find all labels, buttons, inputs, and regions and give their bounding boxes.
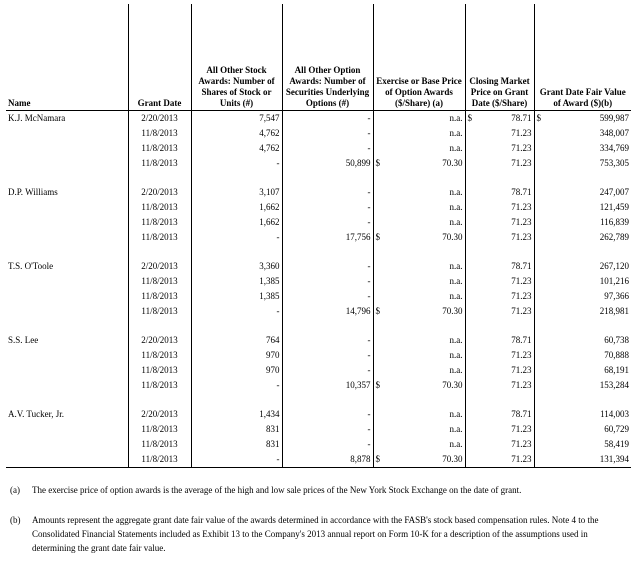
closing-price-cell: 78.71 <box>511 408 532 419</box>
closing-currency-cell <box>465 333 481 348</box>
spacer-cell <box>282 319 373 333</box>
table-row <box>6 363 631 378</box>
closing-currency-cell <box>465 437 481 452</box>
fair-currency-cell <box>534 141 550 156</box>
option-awards-cell: - <box>282 274 373 289</box>
group-spacer-row <box>6 393 631 407</box>
fair-value-cell: 153,284 <box>599 379 629 390</box>
fair-value-cell: 60,729 <box>604 423 629 434</box>
stock-awards-cell: - <box>191 452 282 468</box>
spacer-cell <box>282 171 373 185</box>
spacer-cell <box>465 171 481 185</box>
spacer-cell <box>550 319 631 333</box>
fair-currency-cell <box>534 289 550 304</box>
closing-price-cell: 71.23 <box>511 216 532 227</box>
stock-awards-cell: 970 <box>191 363 282 378</box>
table-row <box>6 452 631 468</box>
exercise-currency-cell: $ <box>373 378 389 393</box>
closing-currency-cell <box>465 259 481 274</box>
fair-currency-cell <box>534 333 550 348</box>
closing-price-cell: 71.23 <box>511 379 532 390</box>
header-fair-value: Grant Date Fair Value of Award ($)(b) <box>534 4 631 110</box>
spacer-cell <box>550 171 631 185</box>
spacer-cell <box>191 393 282 407</box>
grant-date-cell: 11/8/2013 <box>128 141 191 156</box>
exercise-price-cell: n.a. <box>449 112 463 123</box>
footnote-b-text: Amounts represent the aggregate grant date fair value of the awards determined in accordance with the FASB's stock based compensation rules. Note 4 to the Consolidated Financial Statements included as Exhibit 13 to the Company's 2013 annual report on Form 10-K for a description of the assumptions used in determining the grant date fair value. <box>32 515 599 553</box>
exercise-price-cell: 70.30 <box>442 305 463 316</box>
fair-currency-cell <box>534 378 550 393</box>
table-row <box>6 422 631 437</box>
exercise-price-cell: 70.30 <box>442 231 463 242</box>
exercise-price-cell: 70.30 <box>442 379 463 390</box>
person-name: A.V. Tucker, Jr. <box>8 408 64 419</box>
spacer-cell <box>481 171 534 185</box>
group-spacer-row <box>6 319 631 333</box>
fair-currency-cell <box>534 437 550 452</box>
fair-currency-cell <box>534 407 550 422</box>
option-awards-cell: - <box>282 200 373 215</box>
table-row <box>6 289 631 304</box>
spacer-cell <box>465 393 481 407</box>
footnote-b-label: (b) <box>10 515 21 525</box>
option-awards-cell: - <box>282 363 373 378</box>
spacer-cell <box>128 393 191 407</box>
person-name <box>6 274 128 289</box>
exercise-currency-cell <box>373 422 389 437</box>
exercise-currency-cell <box>373 437 389 452</box>
option-awards-cell: - <box>282 126 373 141</box>
grant-date-cell: 11/8/2013 <box>128 200 191 215</box>
stock-awards-cell: 4,762 <box>191 126 282 141</box>
stock-awards-cell: 3,360 <box>191 259 282 274</box>
closing-currency-cell <box>465 230 481 245</box>
person-name <box>6 348 128 363</box>
exercise-price-cell: n.a. <box>449 216 463 227</box>
exercise-currency-cell <box>373 110 389 126</box>
option-awards-cell: - <box>282 348 373 363</box>
exercise-currency-cell <box>373 289 389 304</box>
option-awards-cell: 14,796 <box>282 304 373 319</box>
exercise-price-cell: n.a. <box>449 364 463 375</box>
header-grant-date: Grant Date <box>128 4 191 110</box>
fair-currency-cell <box>534 156 550 171</box>
option-awards-cell: - <box>282 259 373 274</box>
option-awards-cell: - <box>282 141 373 156</box>
table-row <box>6 304 631 319</box>
grant-date-cell: 11/8/2013 <box>128 289 191 304</box>
closing-currency-cell <box>465 289 481 304</box>
fair-currency-cell <box>534 304 550 319</box>
stock-awards-cell: 1,662 <box>191 200 282 215</box>
person-name <box>6 304 128 319</box>
exercise-price-cell: 70.30 <box>389 452 465 468</box>
spacer-cell <box>389 171 465 185</box>
grant-date-cell: 11/8/2013 <box>128 437 191 452</box>
spacer-cell <box>6 245 128 259</box>
grant-date-cell: 2/20/2013 <box>128 407 191 422</box>
person-name: T.S. O'Toole <box>8 260 54 271</box>
exercise-price-cell: n.a. <box>449 438 463 449</box>
table-row <box>6 378 631 393</box>
exercise-currency-cell: $ <box>373 452 389 468</box>
fair-currency-cell <box>534 363 550 378</box>
person-name <box>6 452 128 468</box>
spacer-cell <box>373 171 389 185</box>
exercise-currency-cell: $ <box>373 156 389 171</box>
table-row <box>6 200 631 215</box>
spacer-cell <box>534 393 550 407</box>
closing-currency-cell <box>465 274 481 289</box>
grant-date-cell: 11/8/2013 <box>128 215 191 230</box>
closing-currency-cell: $ <box>465 110 481 126</box>
fair-value-cell: 121,459 <box>599 201 629 212</box>
closing-price-cell: 71.23 <box>511 438 532 449</box>
stock-awards-cell: 831 <box>191 437 282 452</box>
person-name <box>6 215 128 230</box>
grant-date-cell: 11/8/2013 <box>128 274 191 289</box>
person-name <box>6 200 128 215</box>
table-row <box>6 215 631 230</box>
exercise-currency-cell <box>373 363 389 378</box>
closing-price-cell: 78.71 <box>511 334 532 345</box>
grant-date-cell: 11/8/2013 <box>128 422 191 437</box>
closing-price-cell: 71.23 <box>511 423 532 434</box>
exercise-price-cell: n.a. <box>449 290 463 301</box>
spacer-cell <box>6 393 128 407</box>
fair-currency-cell <box>534 422 550 437</box>
table-row <box>6 259 631 274</box>
option-awards-cell: 10,357 <box>282 378 373 393</box>
option-awards-cell: 17,756 <box>282 230 373 245</box>
exercise-price-cell: n.a. <box>449 142 463 153</box>
closing-currency-cell <box>465 304 481 319</box>
fair-value-cell: 116,839 <box>600 216 629 227</box>
fair-value-cell: 114,003 <box>600 408 629 419</box>
option-awards-cell: 50,899 <box>282 156 373 171</box>
exercise-currency-cell <box>373 141 389 156</box>
spacer-cell <box>550 245 631 259</box>
exercise-price-cell: n.a. <box>449 349 463 360</box>
fair-currency-cell <box>534 230 550 245</box>
closing-price-cell: 71.23 <box>511 305 532 316</box>
option-awards-cell: - <box>282 185 373 200</box>
spacer-cell <box>550 393 631 407</box>
stock-awards-cell: - <box>191 230 282 245</box>
fair-currency-cell <box>534 215 550 230</box>
closing-currency-cell <box>465 215 481 230</box>
table-row <box>6 348 631 363</box>
stock-awards-cell: - <box>191 304 282 319</box>
header-name: Name <box>6 4 128 110</box>
person-name: D.P. Williams <box>8 186 58 197</box>
closing-price-cell: 71.23 <box>511 231 532 242</box>
exercise-price-cell: n.a. <box>449 186 463 197</box>
stock-awards-cell: 4,762 <box>191 141 282 156</box>
person-name <box>6 230 128 245</box>
spacer-cell <box>389 393 465 407</box>
fair-value-cell: 60,738 <box>604 334 629 345</box>
stock-awards-cell: 1,662 <box>191 215 282 230</box>
stock-awards-cell: 7,547 <box>191 110 282 126</box>
grant-date-cell: 11/8/2013 <box>128 363 191 378</box>
exercise-price-cell: n.a. <box>449 408 463 419</box>
spacer-cell <box>282 393 373 407</box>
option-awards-cell: 8,878 <box>282 452 373 468</box>
person-name <box>6 422 128 437</box>
closing-currency-cell <box>465 348 481 363</box>
exercise-currency-cell <box>373 126 389 141</box>
table-row <box>6 156 631 171</box>
table-row <box>6 274 631 289</box>
header-option-awards: All Other Option Awards: Number of Securities Underlying Options (#) <box>282 4 373 110</box>
closing-price-cell: 71.23 <box>511 201 532 212</box>
stock-awards-cell: - <box>191 156 282 171</box>
table-row <box>6 437 631 452</box>
exercise-currency-cell <box>373 407 389 422</box>
fair-value-cell: 218,981 <box>599 305 629 316</box>
spacer-cell <box>6 171 128 185</box>
exercise-currency-cell: $ <box>373 230 389 245</box>
option-awards-cell: - <box>282 110 373 126</box>
option-awards-cell: - <box>282 215 373 230</box>
closing-currency-cell <box>465 185 481 200</box>
spacer-cell <box>128 319 191 333</box>
closing-price-cell: 71.23 <box>511 275 532 286</box>
closing-price-cell: 78.71 <box>511 112 532 123</box>
person-name <box>6 141 128 156</box>
fair-value-cell: 68,191 <box>604 364 629 375</box>
fair-currency-cell <box>534 185 550 200</box>
person-name <box>6 126 128 141</box>
stock-awards-cell: 1,434 <box>191 407 282 422</box>
table-row <box>6 230 631 245</box>
exercise-price-cell: n.a. <box>449 423 463 434</box>
exercise-price-cell: n.a. <box>449 334 463 345</box>
closing-price-cell: 71.23 <box>511 349 532 360</box>
grant-date-cell: 11/8/2013 <box>128 304 191 319</box>
exercise-currency-cell <box>373 185 389 200</box>
spacer-cell <box>465 319 481 333</box>
fair-currency-cell <box>534 259 550 274</box>
closing-price-cell: 71.23 <box>481 452 534 468</box>
person-name <box>6 363 128 378</box>
closing-price-cell: 71.23 <box>511 364 532 375</box>
spacer-cell <box>534 245 550 259</box>
person-name <box>6 437 128 452</box>
stock-awards-cell: 1,385 <box>191 289 282 304</box>
exercise-currency-cell <box>373 333 389 348</box>
option-awards-cell: - <box>282 437 373 452</box>
spacer-cell <box>481 393 534 407</box>
person-name <box>6 156 128 171</box>
header-exercise-price: Exercise or Base Price of Option Awards ($/Share) (a) <box>373 4 465 110</box>
spacer-cell <box>191 171 282 185</box>
fair-value-cell: 101,216 <box>599 275 629 286</box>
fair-currency-cell: $ <box>534 110 550 126</box>
closing-price-cell: 71.23 <box>511 157 532 168</box>
closing-currency-cell <box>465 422 481 437</box>
fair-value-cell: 267,120 <box>599 260 629 271</box>
fair-value-cell: 599,987 <box>599 112 629 123</box>
fair-currency-cell <box>534 126 550 141</box>
stock-awards-cell: 970 <box>191 348 282 363</box>
footnote-a <box>10 483 620 497</box>
group-spacer-row <box>6 245 631 259</box>
option-awards-cell: - <box>282 333 373 348</box>
person-name: S.S. Lee <box>8 334 39 345</box>
spacer-cell <box>373 319 389 333</box>
stock-awards-cell: 764 <box>191 333 282 348</box>
fair-value-cell: 262,789 <box>599 231 629 242</box>
option-awards-cell: - <box>282 407 373 422</box>
exercise-price-cell: 70.30 <box>442 157 463 168</box>
spacer-cell <box>191 245 282 259</box>
closing-currency-cell <box>465 452 481 468</box>
fair-value-cell: 334,769 <box>599 142 629 153</box>
table-row <box>6 185 631 200</box>
spacer-cell <box>128 245 191 259</box>
spacer-cell <box>389 319 465 333</box>
grant-date-cell: 11/8/2013 <box>128 126 191 141</box>
fair-value-cell: 247,007 <box>599 186 629 197</box>
closing-currency-cell <box>465 200 481 215</box>
exercise-currency-cell <box>373 259 389 274</box>
fair-currency-cell <box>534 274 550 289</box>
spacer-cell <box>373 245 389 259</box>
option-awards-cell: - <box>282 422 373 437</box>
grant-date-cell: 2/20/2013 <box>128 110 191 126</box>
closing-currency-cell <box>465 378 481 393</box>
table-row <box>6 407 631 422</box>
closing-currency-cell <box>465 407 481 422</box>
exercise-price-cell: n.a. <box>449 127 463 138</box>
spacer-cell <box>191 319 282 333</box>
fair-value-cell: 753,305 <box>599 157 629 168</box>
table-row <box>6 126 631 141</box>
closing-currency-cell <box>465 126 481 141</box>
closing-price-cell: 78.71 <box>511 186 532 197</box>
grant-date-cell: 11/8/2013 <box>128 452 191 468</box>
option-awards-cell: - <box>282 289 373 304</box>
spacer-cell <box>534 171 550 185</box>
fair-value-cell: 131,394 <box>550 452 631 468</box>
closing-price-cell: 78.71 <box>511 260 532 271</box>
spacer-cell <box>128 171 191 185</box>
table-row <box>6 333 631 348</box>
footnote-a-label: (a) <box>10 485 20 495</box>
header-closing-price: Closing Market Price on Grant Date ($/Share) <box>465 4 534 110</box>
spacer-cell <box>373 393 389 407</box>
stock-awards-cell: 3,107 <box>191 185 282 200</box>
grant-date-cell: 2/20/2013 <box>128 333 191 348</box>
table-row <box>6 110 631 126</box>
person-name: K.J. McNamara <box>8 112 66 123</box>
fair-value-cell: 58,419 <box>604 438 629 449</box>
group-spacer-row <box>6 171 631 185</box>
fair-currency-cell <box>534 348 550 363</box>
stock-awards-cell: 1,385 <box>191 274 282 289</box>
grant-date-cell: 2/20/2013 <box>128 185 191 200</box>
person-name <box>6 289 128 304</box>
exercise-price-cell: n.a. <box>449 260 463 271</box>
person-name <box>6 378 128 393</box>
fair-currency-cell <box>534 200 550 215</box>
spacer-cell <box>282 245 373 259</box>
exercise-price-cell: n.a. <box>449 275 463 286</box>
table-body <box>6 110 631 467</box>
fair-value-cell: 97,366 <box>604 290 629 301</box>
closing-currency-cell <box>465 363 481 378</box>
footnote-a-text: The exercise price of option awards is the average of the high and low sale prices of the New York Stock Exchange on the date of grant. <box>32 485 522 495</box>
spacer-cell <box>534 319 550 333</box>
spacer-cell <box>481 245 534 259</box>
fair-value-cell: 348,007 <box>599 127 629 138</box>
spacer-cell <box>6 319 128 333</box>
grant-date-cell: 2/20/2013 <box>128 259 191 274</box>
closing-price-cell: 71.23 <box>511 127 532 138</box>
closing-price-cell: 71.23 <box>511 142 532 153</box>
grant-awards-table <box>6 4 631 468</box>
exercise-price-cell: n.a. <box>449 201 463 212</box>
closing-price-cell: 71.23 <box>511 290 532 301</box>
exercise-currency-cell <box>373 274 389 289</box>
header-stock-awards: All Other Stock Awards: Number of Shares of Stock or Units (#) <box>191 4 282 110</box>
exercise-currency-cell <box>373 200 389 215</box>
exercise-currency-cell <box>373 215 389 230</box>
stock-awards-cell: - <box>191 378 282 393</box>
fair-value-cell: 70,888 <box>604 349 629 360</box>
footnote-b <box>10 513 620 555</box>
closing-currency-cell <box>465 141 481 156</box>
spacer-cell <box>389 245 465 259</box>
closing-currency-cell <box>465 156 481 171</box>
grant-date-cell: 11/8/2013 <box>128 156 191 171</box>
spacer-cell <box>481 319 534 333</box>
grant-date-cell: 11/8/2013 <box>128 378 191 393</box>
grant-date-cell: 11/8/2013 <box>128 348 191 363</box>
table-row <box>6 141 631 156</box>
stock-awards-cell: 831 <box>191 422 282 437</box>
fair-currency-cell <box>534 452 550 468</box>
spacer-cell <box>465 245 481 259</box>
exercise-currency-cell: $ <box>373 304 389 319</box>
exercise-currency-cell <box>373 348 389 363</box>
grant-date-cell: 11/8/2013 <box>128 230 191 245</box>
